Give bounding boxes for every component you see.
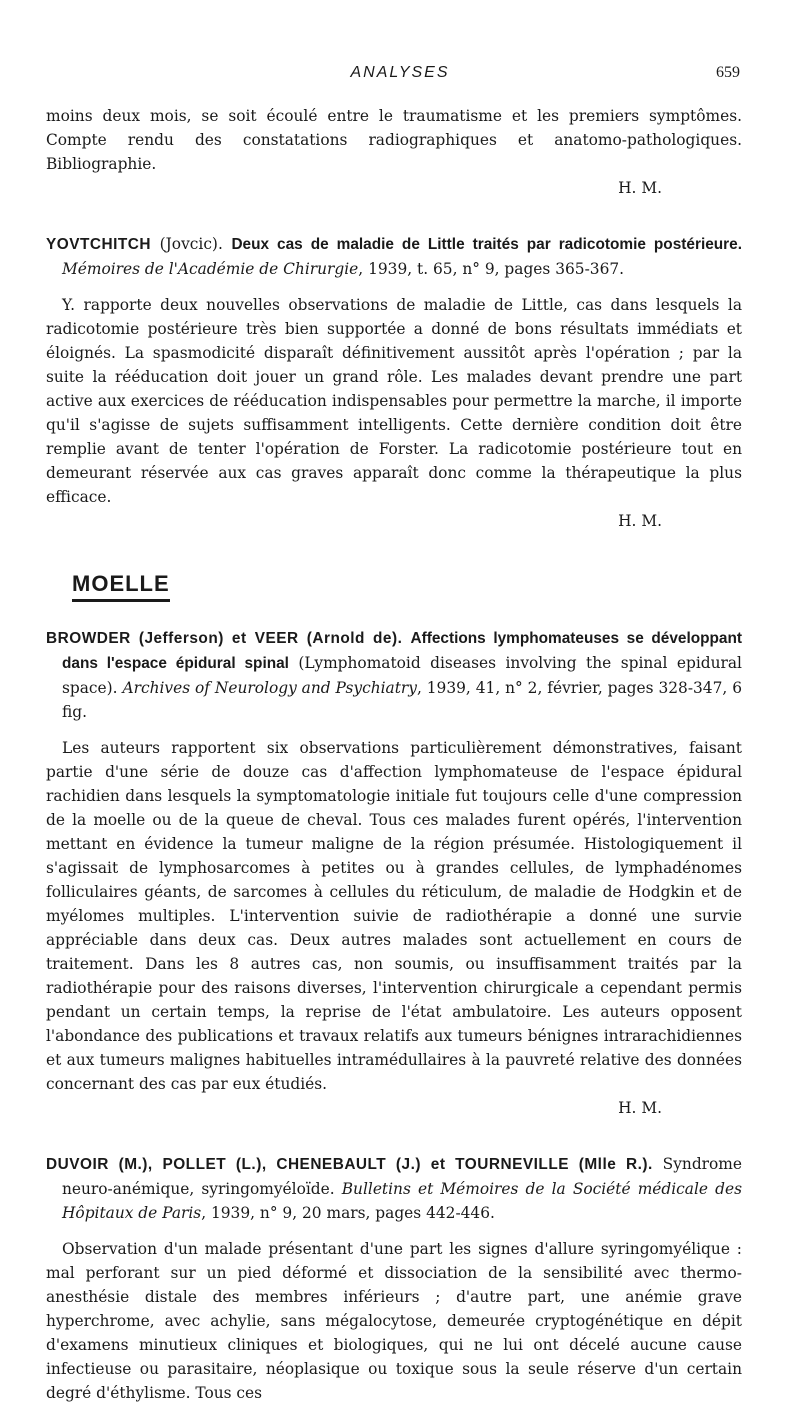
english-title: (Lymphomatoid diseases involving the spinal epidural space). [62, 654, 742, 697]
author-name: YOVTCHITCH [46, 236, 152, 253]
signature: H. M. [618, 179, 662, 197]
entry-heading [46, 232, 742, 281]
entry-heading [46, 626, 742, 724]
journal-name: Mémoires de l'Académie de Chirurgie [62, 260, 359, 278]
article-title: Deux cas de maladie de Little traités par radicotomie postérieure. [231, 236, 743, 253]
running-title: ANALYSES [350, 64, 450, 81]
journal-name: Bulletins et Mémoires de la Société médicale des Hôpitaux de Paris [62, 1180, 742, 1222]
citation: , 1939, t. 65, n° 9, pages 365-367. [358, 260, 625, 278]
article-title: Syndrome neuro-anémique, syringomyéloïde. [62, 1155, 742, 1198]
abstract-text: Y. rapporte deux nouvelles observations de maladie de Little, cas dans lesquels la radicotomie postérieure très bien supportée a donné de bons résultats immédiats et éloignés. La spasmodicité disparaît définitivement aussitôt après l'opération ; par la suite la rééducation doit jouer un grand rôle. Les malades devant prendre une part active aux exercices de rééducation indispensables pour permettre la marche, il importe qu'il s'agisse de sujets suffisamment intelligents. Cette dernière condition doit être remplie avant de tenter l'opération de Forster. La radicotomie postérieure tout en demeurant réservée aux cas graves apparaît donc comme la thérapeutique la plus efficace. [46, 296, 742, 506]
previous-entry-text: moins deux mois, se soit écoulé entre le traumatisme et les premiers symptômes. Compte rendu des constatations radiographiques et anatomo-pathologiques. Bibliographie. [46, 107, 742, 173]
citation: , 1939, n° 9, 20 mars, pages 442-446. [201, 1204, 495, 1222]
entry-heading [46, 1152, 742, 1225]
page-header [0, 64, 800, 86]
section-heading: MOELLE [72, 571, 170, 602]
article-title: Affections lymphomateuses se développant dans l'espace épidural spinal [62, 630, 743, 672]
author-names: DUVOIR (M.), POLLET (L.), CHENEBAULT (J.) et TOURNEVILLE (Mlle R.). [46, 1156, 653, 1173]
author-names: BROWDER (Jefferson) et VEER (Arnold de). [46, 630, 411, 647]
signature: H. M. [618, 512, 662, 530]
abstract-text: Les auteurs rapportent six observations particulièrement démonstratives, faisant partie d'une série de douze cas d'affection lymphomateuse de l'espace épidural rachidien dans lesquels la symptomatologie initiale fut toujours celle d'une compression de la moelle ou de la queue de cheval. Tous ces malades furent opérés, l'intervention mettant en évidence la tumeur maligne de la région présumée. Histologiquement il s'agissait de lymphosarcomes à petites ou à grandes cellules, de lymphadénomes folliculaires géants, de sarcomes à cellules du réticulum, de maladie de Hodgkin et de myélomes multiples. L'intervention suivie de radiothérapie a donné une survie appréciable dans deux cas. Deux autres malades sont actuellement en cours de traitement. Dans les 8 autres cas, non soumis, ou insuffisamment traités par la radiothérapie pour des raisons diverses, l'intervention chirurgicale a cependant permis pendant un certain temps, la reprise de l'état ambulatoire. Les auteurs opposent l'abondance des publications et travaux relatifs aux tumeurs bénignes intrarachidiennes et aux tumeurs malignes habituelles intramédullaires à la pauvreté relative des données concernant des cas par eux étudiés. [46, 739, 742, 1093]
abstract-text: Observation d'un malade présentant d'une part les signes d'allure syringomyélique : mal perforant sur un pied déformé et dissociation de la sensibilité avec thermo-anesthésie distale des membres inférieurs ; d'autre part, une anémie grave hyperchrome, avec achylie, sans mégalocytose, demeurée cryptogénétique en dépit d'examens minutieux cliniques et biologiques, qui ne lui ont décelé aucune cause infectieuse ou parasitaire, néoplasique ou toxique sous la seule réserve d'un certain degré d'éthylisme. Tous ces [46, 1240, 742, 1402]
page-number: 659 [716, 64, 740, 81]
signature: H. M. [618, 1099, 662, 1117]
journal-name: Archives of Neurology and Psychiatry [122, 679, 417, 697]
page-body [46, 104, 742, 1405]
author-first-name: (Jovcic). [151, 235, 232, 253]
citation: , 1939, 41, n° 2, février, pages 328-347, 6 fig. [62, 679, 742, 721]
